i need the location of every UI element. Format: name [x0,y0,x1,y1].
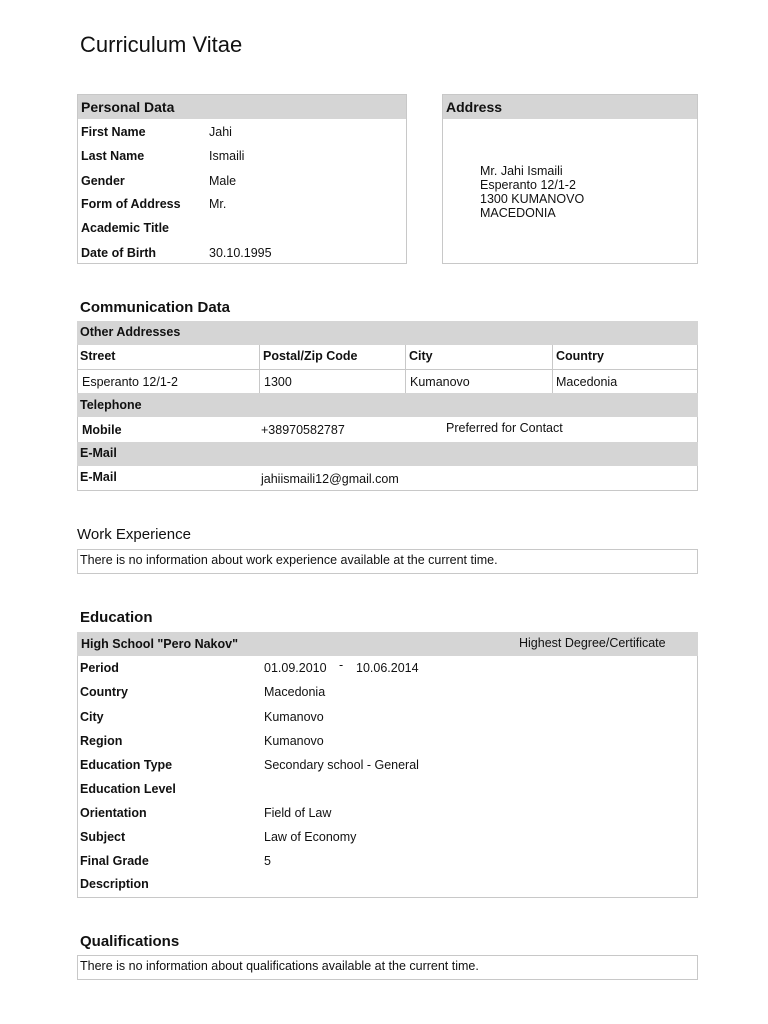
subject-label: Subject [80,830,126,844]
city-value: Kumanovo [264,710,324,724]
period-separator: - [339,658,344,672]
mobile-label: Mobile [82,423,122,437]
education-level-label: Education Level [80,782,176,796]
address-line-2: Esperanto 12/1-2 [480,178,576,192]
divider [259,345,260,393]
postal-code-value: 1300 [264,375,292,389]
description-label: Description [80,877,149,891]
email-value: jahiismaili12@gmail.com [261,472,399,486]
form-of-address-label: Form of Address [81,197,181,211]
orientation-value: Field of Law [264,806,332,820]
education-heading: Education [80,609,153,626]
personal-data-section [77,94,407,264]
date-of-birth-label: Date of Birth [81,246,156,260]
work-experience-text: There is no information about work experience available at the current time. [80,553,498,567]
country-value: Macedonia [556,375,618,389]
final-grade-value: 5 [264,854,271,868]
city-label: City [80,710,104,724]
academic-title-label: Academic Title [81,221,170,235]
region-value: Kumanovo [264,734,324,748]
email-heading: E-Mail [80,446,117,460]
postal-code-column-header: Postal/Zip Code [263,349,358,363]
mobile-value: +38970582787 [261,423,345,437]
city-column-header: City [409,349,433,363]
divider [552,345,553,393]
divider [77,369,698,370]
address-section [442,94,698,264]
first-name-value: Jahi [209,125,232,139]
telephone-bar [77,393,698,417]
highest-degree-note: Highest Degree/Certificate [519,636,666,650]
date-of-birth-value: 30.10.1995 [209,246,272,260]
period-start: 01.09.2010 [264,661,327,675]
country-column-header: Country [556,349,604,363]
city-value: Kumanovo [410,375,470,389]
gender-value: Male [209,174,237,188]
work-experience-heading: Work Experience [77,526,191,543]
email-label: E-Mail [80,470,117,484]
country-label: Country [80,685,128,699]
qualifications-text: There is no information about qualifications available at the current time. [80,959,479,973]
address-line-1: Mr. Jahi Ismaili [480,164,563,178]
address-heading: Address [443,95,697,119]
first-name-label: First Name [81,125,146,139]
telephone-label: Telephone [80,398,142,412]
region-label: Region [80,734,123,748]
email-bar [77,442,698,466]
address-line-3: 1300 KUMANOVO [480,192,585,206]
country-value: Macedonia [264,685,326,699]
form-of-address-value: Mr. [209,197,227,211]
school-name: High School "Pero Nakov" [81,637,239,651]
address-line-4: MACEDONIA [480,206,556,220]
education-type-label: Education Type [80,758,173,772]
document-title: Curriculum Vitae [80,32,243,57]
street-column-header: Street [80,349,116,363]
communication-data-heading: Communication Data [80,299,231,316]
subject-value: Law of Economy [264,830,357,844]
gender-label: Gender [81,174,125,188]
preferred-for-contact: Preferred for Contact [446,421,563,435]
period-end: 10.06.2014 [356,661,419,675]
period-label: Period [80,661,119,675]
final-grade-label: Final Grade [80,854,149,868]
last-name-label: Last Name [81,149,145,163]
qualifications-heading: Qualifications [80,933,180,950]
orientation-label: Orientation [80,806,147,820]
street-value: Esperanto 12/1-2 [82,375,178,389]
personal-data-heading: Personal Data [78,95,406,119]
education-type-value: Secondary school - General [264,758,419,772]
divider [405,345,406,393]
last-name-value: Ismaili [209,149,245,163]
other-addresses-label: Other Addresses [80,325,181,339]
